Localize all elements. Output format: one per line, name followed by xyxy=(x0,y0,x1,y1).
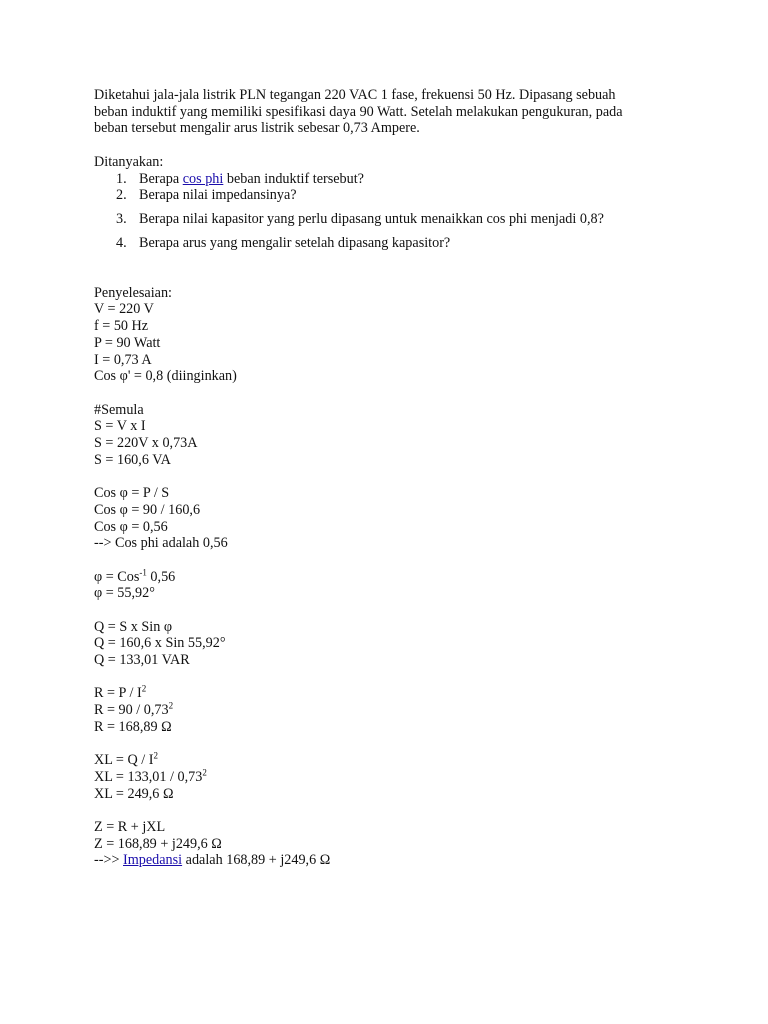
equation-line: φ = 55,92° xyxy=(94,585,155,602)
equation-line: Q = 160,6 x Sin 55,92° xyxy=(94,635,226,652)
question-list xyxy=(94,171,694,252)
cos-phi-link[interactable]: cos phi xyxy=(182,170,224,187)
equation-line: XL = 133,01 / 0,73$^2$ xyxy=(94,767,207,785)
equation-line: Cos φ = P / S xyxy=(94,485,170,502)
equation-line: XL = 249,6 Ω xyxy=(94,785,174,802)
equation-line: S = 220V x 0,73A xyxy=(94,435,198,451)
question-text: Berapa nilai impedansinya? xyxy=(139,187,297,204)
equation-line: Z = 168,89 + j249,6 Ω xyxy=(94,835,222,852)
question-text: Berapa xyxy=(139,170,183,187)
known-line: P = 90 Watt xyxy=(94,334,161,351)
equation-line: R = 168,89 Ω xyxy=(94,718,172,735)
question-number: 2. xyxy=(116,187,127,204)
question-number: 1. xyxy=(116,170,127,187)
question-text: beban induktif tersebut? xyxy=(223,170,364,187)
impedansi-link[interactable]: Impedansi xyxy=(123,852,183,869)
known-line: V = 220 V xyxy=(94,301,154,318)
equation-line: S = 160,6 VA xyxy=(94,451,171,468)
question-item-1 xyxy=(94,171,694,188)
result-line: --> Cos phi adalah 0,56 xyxy=(94,535,228,552)
known-line: f = 50 Hz xyxy=(94,318,149,335)
intro-line-2: beban induktif yang memiliki spesifikasi daya 90 Watt. Setelah melakukan pengukuran, pada xyxy=(94,103,623,120)
equation-line: XL = Q / $I^2$ xyxy=(94,750,158,769)
question-item-3 xyxy=(94,211,694,228)
question-number: 4. xyxy=(116,234,127,251)
equation-line: R = 90 / 0,73$^2$ xyxy=(94,700,174,719)
equation-line: Q = S x Sin φ xyxy=(94,618,173,635)
equation-line: Cos φ = 90 / 160,6 xyxy=(94,501,201,518)
question-text: Berapa nilai kapasitor yang perlu dipasang untuk menaikkan cos phi menjadi 0,8? xyxy=(139,210,604,227)
question-number: 3. xyxy=(116,210,127,227)
equation-line: $R = P / I^2$ xyxy=(94,683,147,702)
question-text: Berapa arus yang mengalir setelah dipasang kapasitor? xyxy=(139,234,451,251)
known-line: I = 0,73 A xyxy=(94,351,152,368)
known-line: Cos φ' = 0,8 (diinginkan) xyxy=(94,368,237,385)
semula-heading: #Semula xyxy=(94,401,144,418)
result-line: -->> Impedansi adalah 168,89 + j249,6 Ω xyxy=(94,852,331,869)
equation-line: Cos φ = 0,56 xyxy=(94,518,168,535)
question-heading: Ditanyakan: xyxy=(94,153,164,170)
intro-line-1: Diketahui jala-jala listrik PLN tegangan 220 VAC 1 fase, frekuensi 50 Hz. Dipasang sebuah xyxy=(94,87,616,103)
equation-line: φ = Cos$^{-1}$ 0,56 xyxy=(94,566,176,585)
equation-line: Z = R + jXL xyxy=(94,819,166,836)
equation-line: S = V x I xyxy=(94,418,146,435)
intro-line-3: beban tersebut mengalir arus listrik sebesar 0,73 Ampere. xyxy=(94,120,420,137)
question-item-4 xyxy=(94,235,694,252)
equation-line: Q = 133,01 VAR xyxy=(94,652,190,669)
document-content xyxy=(94,87,694,869)
question-item-2 xyxy=(94,187,694,204)
solution-heading: Penyelesaian: xyxy=(94,284,173,301)
